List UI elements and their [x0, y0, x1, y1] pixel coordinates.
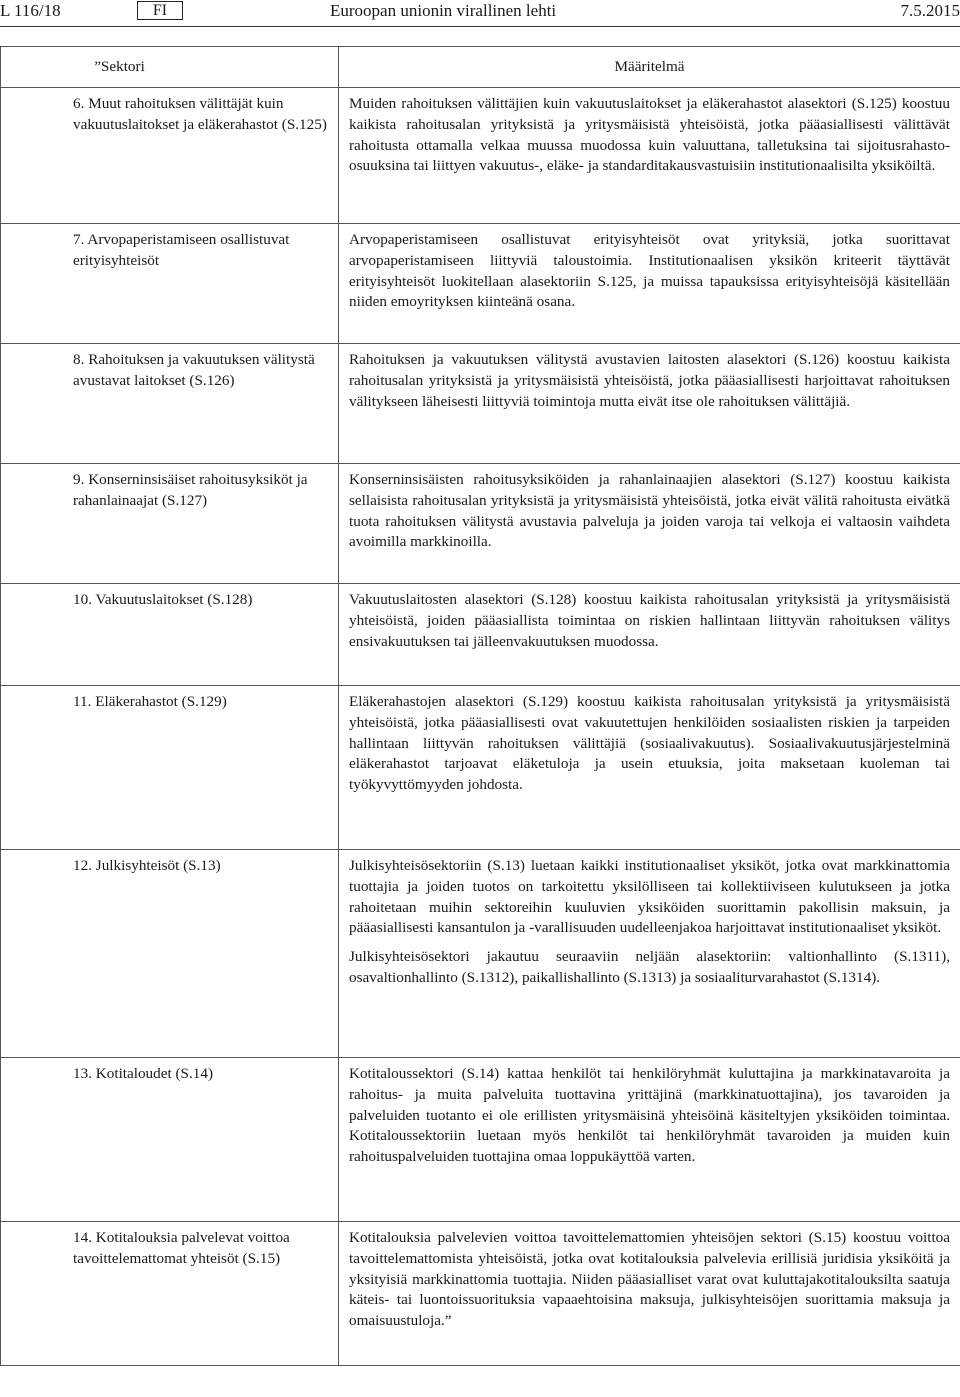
sector-label: 9. Konserninsisäiset rahoitusyksiköt ja rahanlainaajat (S.127): [73, 471, 308, 509]
definition-text: Eläkerahastojen alasektori (S.129) koostuu kaikista rahoitusalan yrityksistä ja yritysmäisistä yhteisöistä, jotka pääasiallisesti ovat vakuutettujen henkilöiden sosiaalisten riskien ja tarpeiden hallintaan liittyvän rahoituksen välittäjiä (sosiaalivakuutus). Sosiaalivakuutusjärjestelminä eläkerahastot tarjoavat eläketuloja ja usein etuuksia, joita maksetaan kuoleman tai työkyvyttömyyden johdosta.: [349, 693, 950, 794]
sector-definitions-table: [0, 46, 960, 1366]
definition-text: Konserninsisäisten rahoitusyksiköiden ja rahanlainaajien alasektori (S.127) koostuu kaikista sellaisista rahoitusalan yrityksistä ja yritysmäisistä yhteisöistä, jotka eivät välitä rahoitusta eivätkä tuota rahoituksen välitystä avustavia palveluja ja joiden varoja tai velkoja ei valtaosin vaihdeta avoimilla markkinoilla.: [349, 471, 950, 551]
definition-text: Julkisyhteisösektoriin (S.13) luetaan kaikki institutionaaliset yksiköt, jotka ovat markkinattomia tuottajia ja joiden tuotos on tarkoitettu yksilölliseen tai kollektiiviseen kulutukseen ja jotka rahoitetaan muihin sektoreihin kuuluvien yksiköiden suorittamin pakollisin maksuin, ja pääasiallisesti kansantulon ja -varallisuuden uudelleenjakoa harjoittavat institutionaaliset yksiköt.: [349, 857, 950, 937]
sector-label: 6. Muut rahoituksen välittäjät kuin vakuutuslaitokset ja eläkerahastot (S.125): [73, 95, 327, 133]
header-rule: [0, 26, 960, 27]
table-row: [1, 344, 960, 464]
definition-text: Julkisyhteisösektori jakautuu seuraaviin neljään alasektoriin: valtionhallinto (S.1311), osavaltionhallinto (S.1312), paikallishallinto (S.1313) ja sosiaaliturvarahastot (S.1314).: [349, 948, 950, 986]
sector-label: 10. Vakuutuslaitokset (S.128): [73, 591, 253, 608]
table-header-row: [1, 47, 960, 88]
table-row: [1, 1058, 960, 1222]
column-header-definition: Määritelmä: [339, 47, 960, 88]
table-row: [1, 1222, 960, 1366]
table-row: [1, 224, 960, 344]
sector-label: 7. Arvopaperistamiseen osallistuvat erityisyhteisöt: [73, 231, 290, 269]
definition-text: Rahoituksen ja vakuutuksen välitystä avustavien laitosten alasektori (S.126) koostuu kaikista rahoitusalan yrityksistä ja yritysmäisistä yhteisöistä, jotka pääasiallisesti harjoittavat rahoituksen välitykseen läheisesti liittyviä toimintoja mutta eivät itse ole rahoituksen välittäjiä.: [349, 351, 950, 410]
table-row: [1, 850, 960, 1058]
sector-label: 12. Julkisyhteisöt (S.13): [73, 857, 221, 874]
journal-header: [0, 0, 960, 26]
definition-text: Vakuutuslaitosten alasektori (S.128) koostuu kaikista rahoitusalan yrityksistä ja yritysmäisistä yhteisöistä, joiden pääasiallista toimintaa on riskien hallintaan liittyvän rahoituksen välitys ensivakuutuksen tai jälleenvakuutuksen muodossa.: [349, 591, 950, 650]
definition-text: Kotitalouksia palvelevien voittoa tavoittelemattomien yhteisöjen sektori (S.15) koostuu voittoa tavoittelemattomista yhteisöistä, jotka ovat kotitalouksia palvelevia erillisiä juridisia yksiköitä ja yksityisiä markkinattomia tuottajia. Niiden pääasialliset varat ovat kuluttajakotitalouksilta saatuja käteis- tai luontoissuorituksia vapaaehtoisina maksuja, julkisyhteisöjen suorittamia maksuja ja omaisuustuloja.”: [349, 1229, 950, 1330]
sector-label: 11. Eläkerahastot (S.129): [73, 693, 227, 710]
page-reference: L 116/18: [0, 1, 61, 20]
definition-text: Muiden rahoituksen välittäjien kuin vakuutuslaitokset ja eläkerahastot alasektori (S.125) koostuu kaikista rahoitusalan yrityksistä ja yritysmäisistä yhteisöistä, jotka pääasiallisesti välittävät rahoitusta ottamalla velkaa muussa muodossa kuin valuuttana, talletuksina tai sijoitusrahasto-osuuksina tai liittyen vakuutus-, eläke- ja standarditakausvastuisiin institutionaalisilta yksiköiltä.: [349, 95, 950, 175]
table-row: [1, 686, 960, 850]
publication-date: 7.5.2015: [900, 1, 960, 20]
sector-label: 13. Kotitaloudet (S.14): [73, 1065, 214, 1082]
table-row: [1, 584, 960, 686]
sector-label: 14. Kotitalouksia palvelevat voittoa tavoittelemattomat yhteisöt (S.15): [73, 1229, 290, 1267]
definition-text: Kotitaloussektori (S.14) kattaa henkilöt tai henkilöryhmät kuluttajina ja markkinatavaroita ja rahoitus- ja muita palveluita tuottavina yrittäjinä (markkinatuottajina), jos tavaroiden ja palveluiden tuotanto ei ole erillisten yritysmäisinä yhteisöinä käsiteltyjen yksiköiden toimintaa. Kotitaloussektoriin luetaan myös henkilöt tai henkilöryhmät tavaroiden ja muiden kuin rahoituspalveluiden tuottajina omaa loppukäyttöä varten.: [349, 1065, 950, 1166]
definition-text: Arvopaperistamiseen osallistuvat erityisyhteisöt ovat yrityksiä, jotka suorittavat arvopaperistamiseen liittyviä taloustoimia. Institutionaalisen yksikön kriteerit täyttävät erityisyhteisöt luokitellaan alasektoriin S.125, ja muissa tapauksissa erityisyhteisöjä käsitellään niiden emoyrityksen kiinteänä osana.: [349, 231, 950, 311]
sector-label: 8. Rahoituksen ja vakuutuksen välitystä avustavat laitokset (S.126): [73, 351, 315, 389]
language-code-badge: FI: [137, 1, 183, 20]
journal-title: Euroopan unionin virallinen lehti: [330, 1, 557, 20]
table-row: [1, 464, 960, 584]
table-row: [1, 88, 960, 224]
column-header-sector: ”Sektori: [1, 47, 339, 88]
